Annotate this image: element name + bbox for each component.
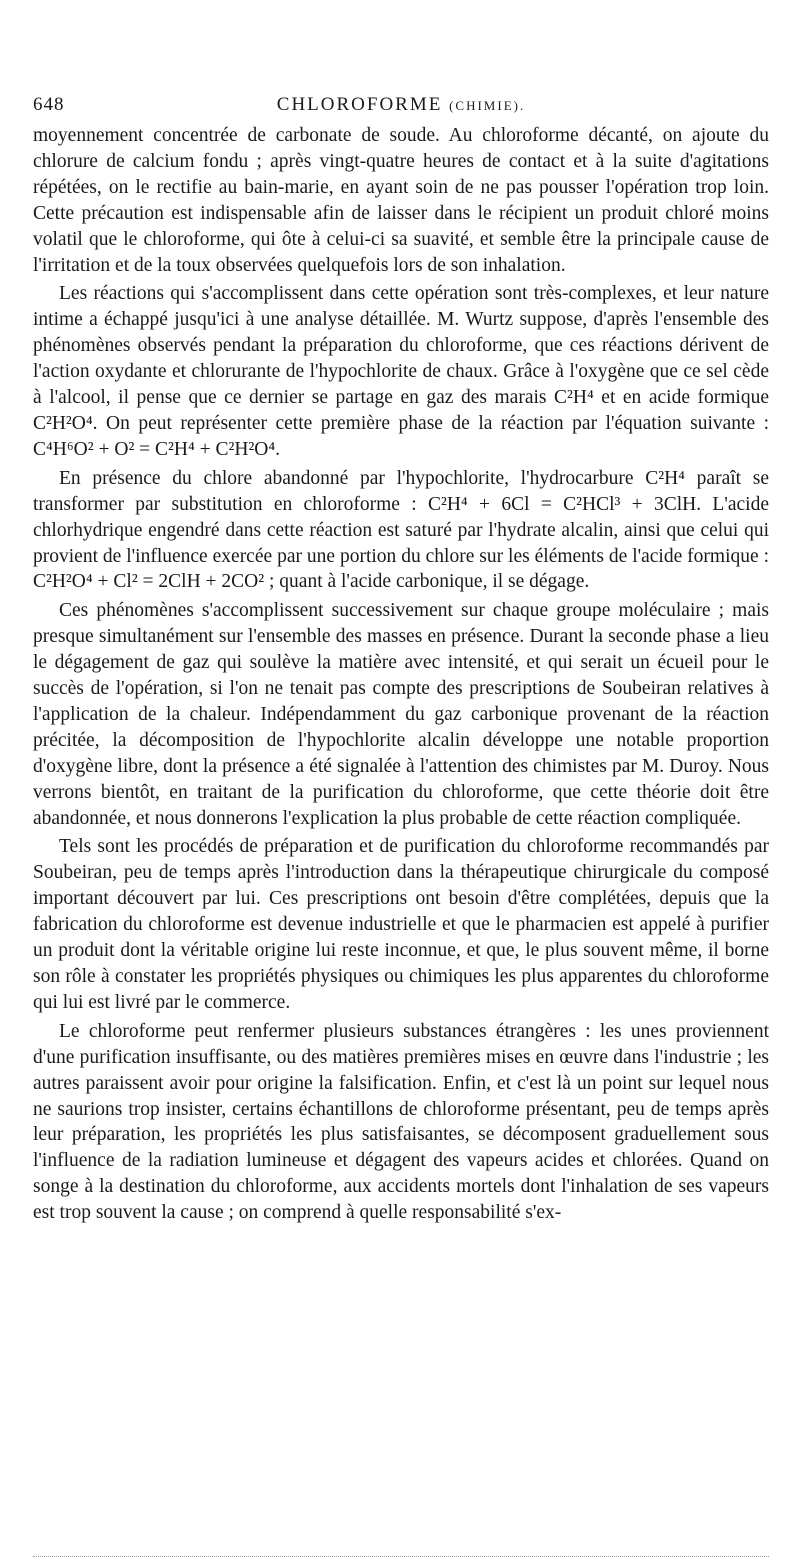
paragraph-1: moyennement concentrée de carbonate de soude. Au chloroforme décanté, on ajoute du chlorure de calcium fondu ; après vingt-quatre heures de contact et à la suite d'agitations répétées, on le rectifie au bain-marie, en ayant soin de ne pas pousser l'opération trop loin. Cette précaution est indispensable afin de laisser dans le récipient un produit chloré moins volatil que le chloroforme, qui ôte à celui-ci sa suavité, et semble être la principale cause de l'irritation et de la toux observées quelquefois lors de son inhalation.	[33, 125, 769, 276]
paragraph-2: Les réactions qui s'accomplissent dans cette opération sont très-complexes, et leur nature intime a échappé jusqu'ici à une analyse détaillée. M. Wurtz suppose, d'après l'ensemble des phénomènes observés pendant la préparation du chloroforme, que ces réactions dérivent de l'action oxydante et chlorurante de l'hypochlorite de chaux. Grâce à l'oxygène que ce sel cède à l'alcool, il pense que ce dernier se partage en gaz des marais C²H⁴ et en acide formique C²H²O⁴. On peut représenter cette première phase de la réaction par l'équation suivante : C⁴H⁶O² + O² = C²H⁴ + C²H²O⁴.	[33, 283, 769, 460]
paragraph-6: Le chloroforme peut renfermer plusieurs substances étrangères : les unes proviennent d'une purification insuffisante, ou des matières premières mises en œuvre dans l'industrie ; les autres paraissent avoir pour origine la falsification. Enfin, et c'est là un point sur lequel nous ne saurions trop insister, certains échantillons de chloroforme présentant, peu de temps après leur préparation, les propriétés les plus satisfaisantes, se décomposent graduellement sous l'influence de la radiation lumineuse et dégagent des vapeurs acides et chlorées. Quand on songe à la destination du chloroforme, aux accidents mortels dont l'inhalation de ses vapeurs est trop souvent la cause ; on comprend à quelle responsabilité s'ex-	[33, 1020, 769, 1224]
running-head	[33, 94, 769, 120]
running-title-section: (CHIMIE).	[449, 98, 526, 113]
page-number: 648	[33, 94, 65, 115]
paragraph-5: Tels sont les procédés de préparation et de purification du chloroforme recommandés par Soubeiran, peu de temps après l'introduction dans la thérapeutique chirurgicale du composé important découvert par lui. Ces prescriptions ont besoin d'être complétées, depuis que la fabrication du chloroforme est devenue industrielle et que le pharmacien est appelé à purifier un produit dont la véritable origine lui reste inconnue, et que, le plus souvent même, il borne son rôle à constater les propriétés physiques ou chimiques les plus apparentes du chloroforme qui lui est livré par le commerce.	[33, 836, 769, 1013]
body-text	[33, 123, 769, 1226]
running-title-main: CHLOROFORME	[276, 94, 443, 115]
footer-rule	[33, 1556, 769, 1557]
paragraph-4: Ces phénomènes s'accomplissent successivement sur chaque groupe moléculaire ; mais presque simultanément sur l'ensemble des masses en présence. Durant la seconde phase a lieu le dégagement de gaz qui soulève la matière avec intensité, et qui serait un écueil pour le succès de l'opération, si l'on ne tenait pas compte des prescriptions de Soubeiran relatives à l'application de la chaleur. Indépendamment du gaz carbonique provenant de la réaction précitée, la décomposition de l'hypochlorite alcalin développe une notable proportion d'oxygène libre, dont la présence a été signalée à l'attention des chimistes par M. Duroy. Nous verrons bientôt, en traitant de la purification du chloroforme, que cette théorie doit être abandonnée, et nous donnerons l'explication la plus probable de cette réaction compliquée.	[33, 600, 769, 829]
running-title	[33, 94, 769, 116]
paragraph-3: En présence du chlore abandonné par l'hypochlorite, l'hydrocarbure C²H⁴ paraît se transformer par substitution en chloroforme : C²H⁴ + 6Cl = C²HCl³ + 3ClH. L'acide chlorhydrique engendré dans cette réaction est saturé par l'hydrate alcalin, ainsi que celui qui provient de l'influence exercée par une portion du chlore sur les éléments de l'acide formique : C²H²O⁴ + Cl² = 2ClH + 2CO² ; quant à l'acide carbonique, il se dégage.	[33, 467, 769, 593]
